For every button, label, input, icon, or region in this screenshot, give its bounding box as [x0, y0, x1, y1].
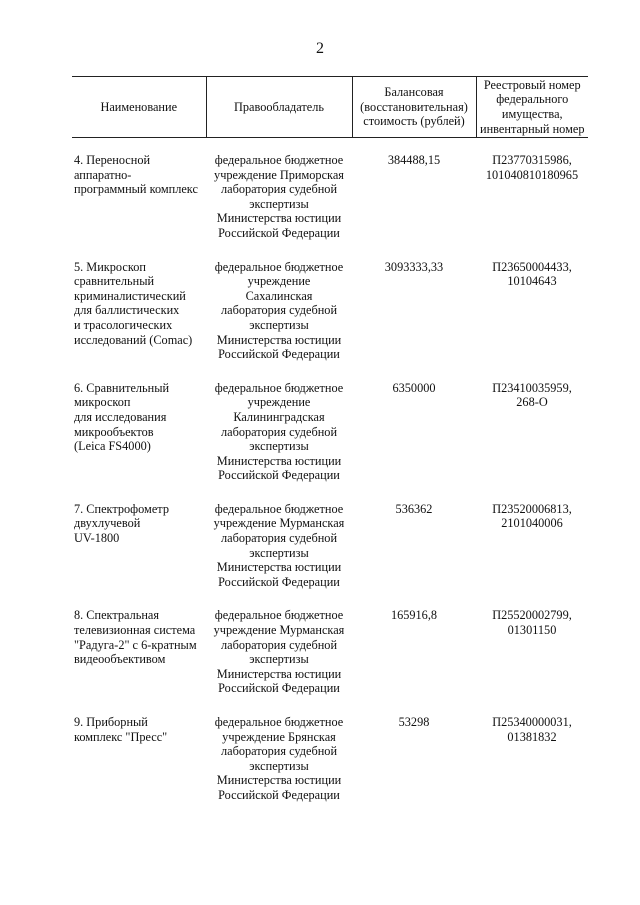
header-reg: Реестровый номер федерального имущества, инвентарный номер [476, 77, 588, 138]
table-row [72, 502, 588, 609]
cell-name: 4. Переносной аппаратно- программный комплекс [74, 153, 198, 197]
cell-reg: П25520002799, 01301150 [492, 608, 572, 638]
property-table [72, 76, 588, 822]
cell-cost: 3093333,33 [384, 259, 444, 274]
cell-cost: 6350000 [392, 380, 436, 395]
page-number: 2 [316, 40, 324, 57]
table-row [72, 608, 588, 715]
cell-name: 6. Сравнительный микроскоп для исследования микрообъектов (Leica FS4000) [74, 380, 170, 454]
cell-name: 5. Микроскоп сравнительный криминалистический для баллистических и трасологических исследований (Comac) [74, 259, 193, 347]
cell-cost: 53298 [398, 715, 430, 729]
cell-holder: федеральное бюджетное учреждение Мурманская лаборатория судебной экспертизы Министерства юстиции Российской Федерации [213, 501, 345, 589]
header-name: Наименование [72, 77, 206, 138]
cell-name: 8. Спектральная телевизионная система "Радуга-2" с 6-кратным видеообъективом [74, 608, 197, 667]
cell-name: 7. Спектрофометр двухлучевой UV-1800 [74, 501, 169, 546]
cell-reg: П23410035959, 268-О [492, 380, 572, 410]
table-row [72, 381, 588, 502]
table-row [72, 260, 588, 381]
cell-reg: П23650004433, 10104643 [492, 259, 572, 289]
cell-holder: федеральное бюджетное учреждение Калининградская лаборатория судебной экспертизы Министерства юстиции Российской Федерации [214, 380, 344, 483]
cell-holder: федеральное бюджетное учреждение Брянская лаборатория судебной экспертизы Министерства юстиции Российской Федерации [214, 715, 344, 802]
cell-name: 9. Приборный комплекс "Пресс" [74, 715, 168, 744]
cell-holder: федеральное бюджетное учреждение Приморская лаборатория судебной экспертизы Министерства юстиции Российской Федерации [214, 153, 344, 240]
table-header-row [72, 77, 588, 138]
cell-cost: 384488,15 [387, 153, 441, 167]
table-row [72, 153, 588, 260]
table-spacer [72, 138, 588, 154]
cell-cost: 536362 [395, 501, 433, 516]
table-row [72, 715, 588, 822]
cell-holder: федеральное бюджетное учреждение Мурманская лаборатория судебной экспертизы Министерства юстиции Российской Федерации [213, 608, 345, 696]
cell-holder: федеральное бюджетное учреждение Сахалинская лаборатория судебной экспертизы Министерства юстиции Российской Федерации [214, 259, 344, 362]
cell-reg: П25340000031, 01381832 [492, 715, 572, 744]
cell-cost: 165916,8 [390, 608, 438, 623]
header-cost: Балансовая (восстановительная) стоимость (рублей) [352, 77, 476, 138]
header-holder: Правообладатель [206, 77, 352, 138]
cell-reg: П23520006813, 2101040006 [492, 501, 572, 531]
cell-reg: П23770315986, 101040810180965 [485, 153, 579, 182]
